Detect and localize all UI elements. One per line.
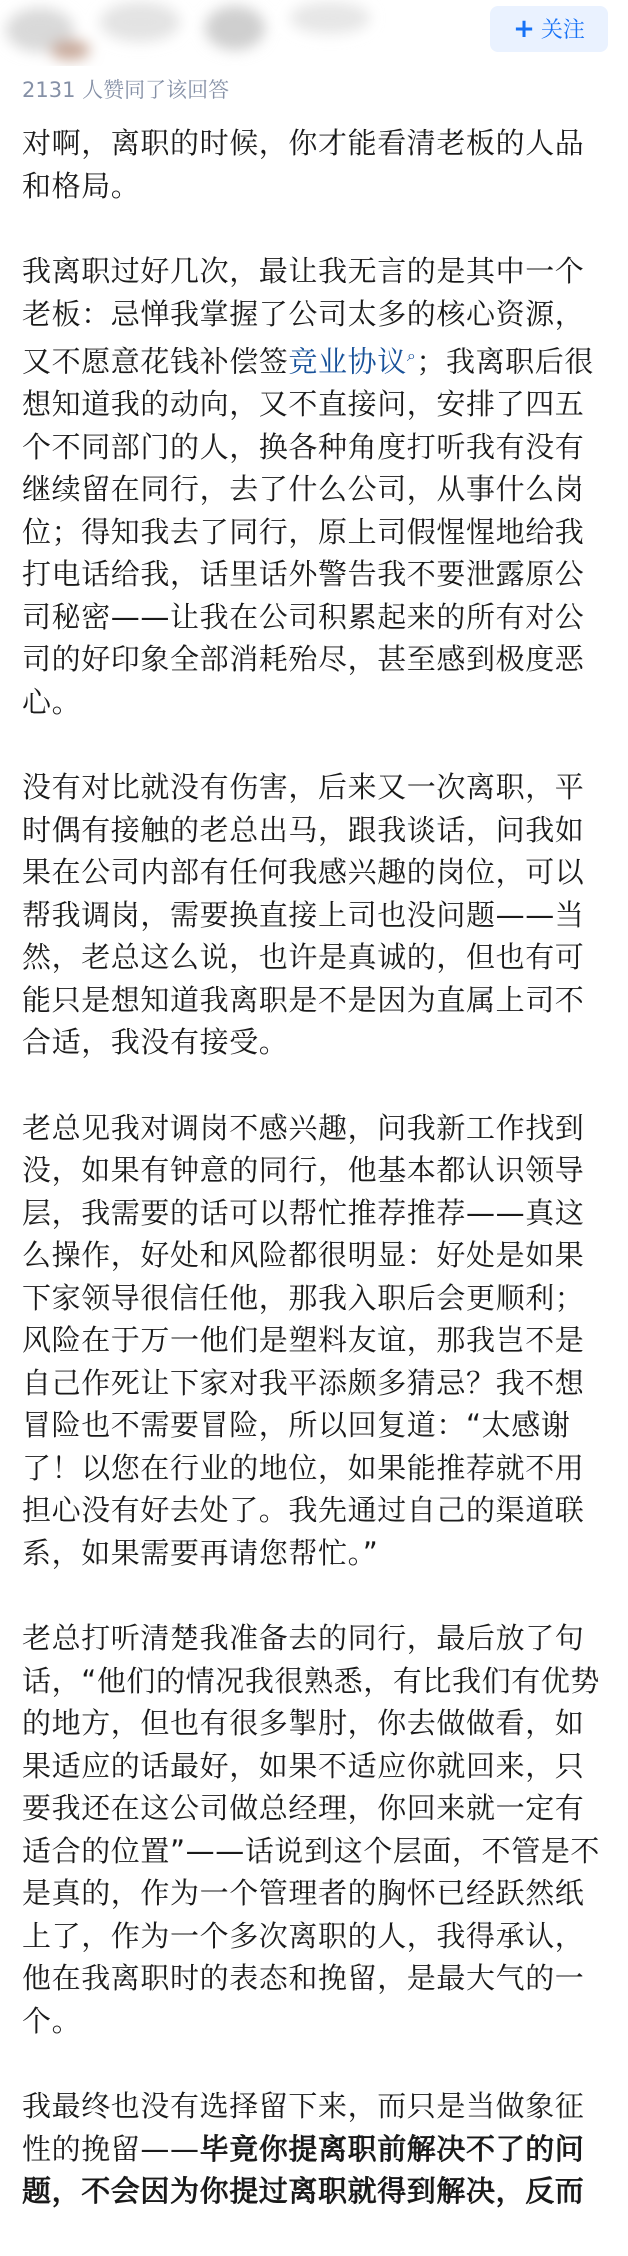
follow-label: 关注 xyxy=(540,18,585,43)
search-mini-icon[interactable]: ⌕ xyxy=(406,346,417,365)
likes-count: 2131 人赞同了该回答 xyxy=(22,78,230,102)
blurred-voter-avatars xyxy=(0,0,420,70)
bold-text: 毕竟你提离职前解决不了的问题，不会因为你提过离职就得到解决，反而 xyxy=(22,2131,585,2209)
paragraph-text: 我最终也没有选择留下来，而只是当做象征性的挽留—— xyxy=(22,2089,585,2166)
paragraph-text: 老总见我对调岗不感兴趣，问我新工作找到没，如果有钟意的同行，他基本都认识领导层，我需要的话可以帮忙推荐推荐——真这么操作，好处和风险都很明显：好处是如果下家领导很信任他，那我入职后会更顺利；风险在于万一他们是塑料友谊，那我岂不是自己作死让下家对我平添颇多猜忌？我不想冒险也不需要冒险，所以回复道：“太感谢了！以您在行业的地位，如果能推荐就不用担心没有好去处了。我先通过自己的渠道联系，如果需要再请您帮忙。” xyxy=(22,1110,585,1570)
paragraph-text: 老总打听清楚我准备去的同行，最后放了句话，“他们的情况我很熟悉，有比我们有优势的地方，但也有很多掣肘，你去做做看，如果适应的话最好，如果不适应你就回来，只要我还在这公司做总经理，你回来就一定有适合的位置”——话说到这个层面，不管是不是真的，作为一个管理者的胸怀已经跃然纸上了，作为一个多次离职的人，我得承认，他在我离职时的表态和挽留，是最大气的一个。 xyxy=(22,1621,601,2038)
paragraph-text: ；我离职后很想知道我的动向，又不直接问，安排了四五个不同部门的人，换各种角度打听我有没有继续留在同行，去了什么公司，从事什么岗位；得知我去了同行，原上司假惺惺地给我打电话给我，话里话外警告我不要泄露原公司秘密——让我在公司积累起来的所有对公司的好印象全部消耗殆尽，甚至感到极度恶心。 xyxy=(22,344,594,719)
paragraph-text: 我离职过好几次，最让我无言的是其中一个老板：忌惮我掌握了公司太多的核心资源，又不愿意花钱补偿签 xyxy=(22,254,585,379)
answer-paragraph xyxy=(22,2085,610,2213)
plus-icon: + xyxy=(513,14,535,44)
follow-button[interactable] xyxy=(490,6,608,52)
paragraph-text: 没有对比就没有伤害，后来又一次离职，平时偶有接触的老总出马，跟我谈话，问我如果在公司内部有任何我感兴趣的岗位，可以帮我调岗，需要换直接上司也没问题——当然，老总这么说，也许是真诚的，但也有可能只是想知道我离职是不是因为直属上司不合适，我没有接受。 xyxy=(22,770,585,1060)
keyword-link[interactable]: 竞业协议 xyxy=(288,344,407,379)
paragraph-text: 对啊，离职的时候，你才能看清老板的人品和格局。 xyxy=(22,126,585,203)
answer-content xyxy=(22,122,610,2256)
answer-paragraph xyxy=(22,122,610,207)
answer-paragraph xyxy=(22,1107,610,1575)
answer-paragraph xyxy=(22,766,610,1064)
answer-paragraph xyxy=(22,250,610,723)
answer-header xyxy=(0,0,628,110)
answer-paragraph xyxy=(22,1617,610,2042)
